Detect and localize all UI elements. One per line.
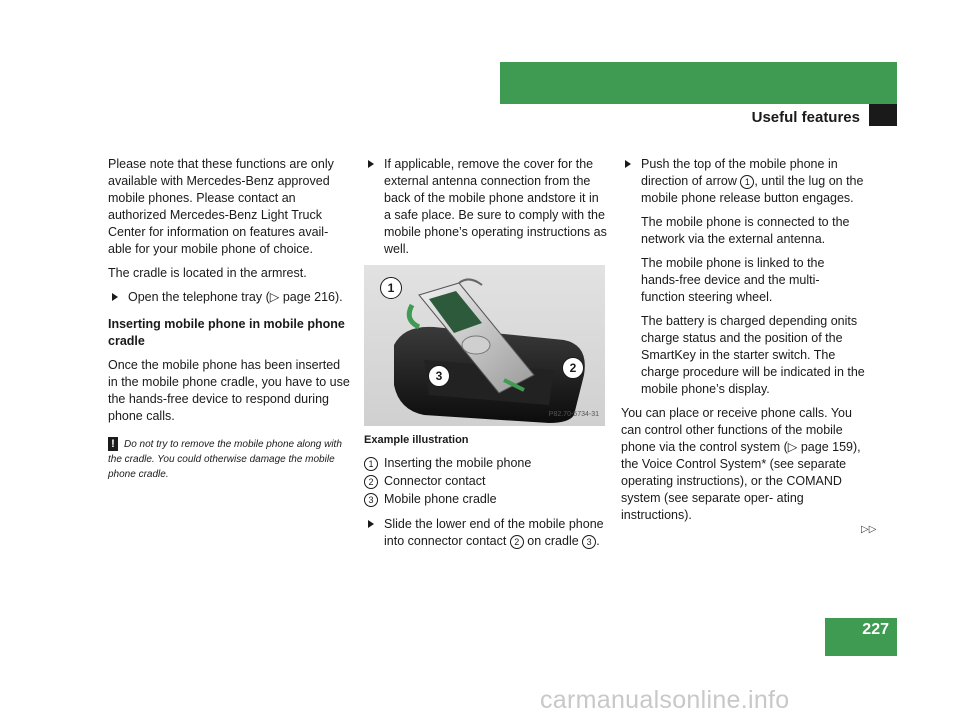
column-right xyxy=(621,156,866,531)
legend-number: 2 xyxy=(364,475,378,489)
column-middle xyxy=(364,156,609,557)
warning-note-text: Do not try to remove the mobile phone along with the cradle. You could otherwise damage the mobile phone cradle. xyxy=(108,439,342,480)
bullet-arrow-icon xyxy=(112,293,118,301)
bullet-remove-cover xyxy=(364,156,609,258)
section-heading: Inserting mobile phone in mobile phone cradle xyxy=(108,317,345,348)
warning-note xyxy=(108,437,353,482)
section-title: Controls in detail xyxy=(675,142,798,159)
figure-label-2: 2 xyxy=(562,357,584,379)
body-paragraph: Once the mobile phone has been inserted in the mobile phone cradle, you have to use the hands-free device to respond during phone calls. xyxy=(108,358,350,423)
bullet-push-text-b: , until the lug on the mobile phone release button engages. xyxy=(641,174,864,205)
connected-paragraph: The mobile phone is connected to the network via the external antenna. xyxy=(641,215,850,246)
bullet-push-phone xyxy=(621,156,866,207)
legend-text: Inserting the mobile phone xyxy=(384,456,532,470)
inline-number: 3 xyxy=(582,535,596,549)
thumb-tab xyxy=(869,104,897,126)
linked-paragraph: The mobile phone is linked to the hands-free device and the multi- function steering wheel. xyxy=(641,256,825,304)
column-left xyxy=(108,156,353,482)
bullet-slide-end: . xyxy=(596,534,600,548)
bullet-open-tray xyxy=(108,289,353,306)
figure-code: P82.70-5734-31 xyxy=(548,411,599,418)
calls-paragraph: You can place or receive phone calls. You can control other functions of the mobile phone via the control system (▷ page 159), the Voice Control System* (see separate operating instructions), or the COMAND system (see separate oper- ating instructions). xyxy=(621,406,861,522)
legend-item xyxy=(364,473,609,490)
bullet-arrow-icon xyxy=(368,520,374,528)
phone-cradle-illustration xyxy=(364,265,605,426)
legend-number: 1 xyxy=(364,457,378,471)
legend-number: 3 xyxy=(364,493,378,507)
bullet-slide-text-b: on cradle xyxy=(527,534,579,548)
subsection-title: Useful features xyxy=(751,109,860,126)
watermark: carmanualsonline.info xyxy=(540,686,790,714)
inline-number: 2 xyxy=(510,535,524,549)
warning-icon: ! xyxy=(108,437,118,451)
bullet-slide-text-a: Slide the lower end of the mobile phone into connector contact xyxy=(384,517,604,548)
legend-text: Mobile phone cradle xyxy=(384,492,497,506)
figure-label-1: 1 xyxy=(380,277,402,299)
bullet-slide-phone xyxy=(364,516,609,550)
bullet-arrow-icon xyxy=(368,160,374,168)
bullet-remove-cover-text: If applicable, remove the cover for the external antenna connection from the back of the mobile phone andstore it in a safe place. Be sure to comply with the mobile phone’s operating instructions as well. xyxy=(384,157,607,256)
bullet-open-tray-text: Open the telephone tray (▷ page 216). xyxy=(128,290,343,304)
legend-item xyxy=(364,455,609,472)
battery-paragraph: The battery is charged depending onits charge status and the position of the SmartKey in the starter switch. The charge procedure will be indicated in the mobile phone’s display. xyxy=(641,314,865,396)
legend-text: Connector contact xyxy=(384,474,486,488)
inline-number: 1 xyxy=(740,175,754,189)
bullet-push-text-a: Push the top of the mobile phone in direction of arrow xyxy=(641,157,838,188)
figure-caption: Example illustration xyxy=(364,434,469,446)
page-number-box xyxy=(825,618,897,656)
intro-paragraph: Please note that these functions are only available with Mercedes-Benz approved mobile phones. Please contact an authorized Mercedes-Benz Light Truck Center for information on features avail- able for your mobile phone of choice. xyxy=(108,157,334,256)
page-number: 227 xyxy=(862,621,889,638)
cradle-location-text: The cradle is located in the armrest. xyxy=(108,266,307,280)
continue-icon: ▷▷ xyxy=(861,524,877,535)
figure-label-3: 3 xyxy=(428,365,450,387)
legend-item xyxy=(364,491,609,508)
bullet-arrow-icon xyxy=(625,160,631,168)
